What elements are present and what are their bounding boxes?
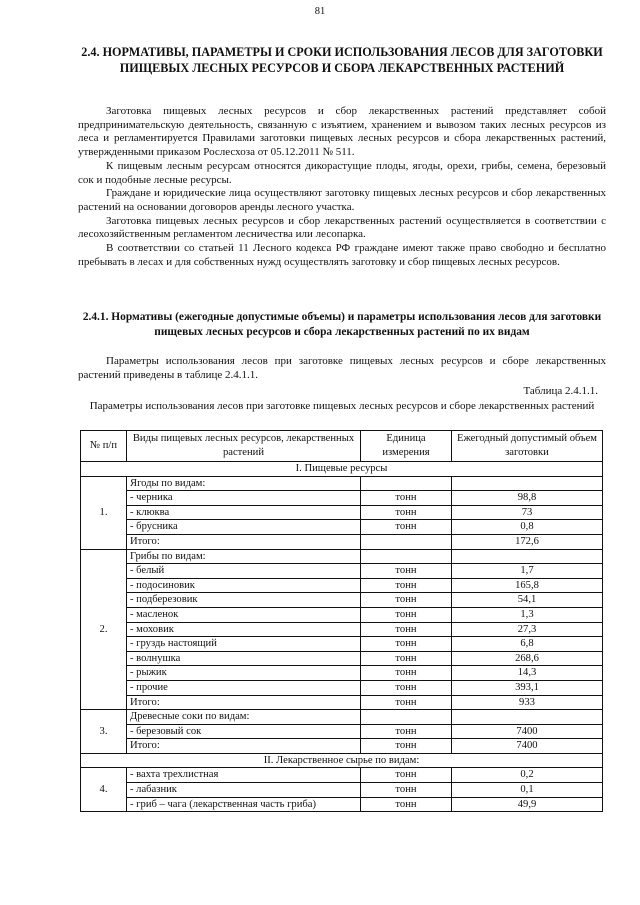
table-row bbox=[81, 607, 603, 622]
item-value: 54,1 bbox=[452, 593, 603, 608]
item-value: 165,8 bbox=[452, 578, 603, 593]
item-name: - белый bbox=[127, 564, 361, 579]
item-name: - волнушка bbox=[127, 651, 361, 666]
header-name: Виды пищевых лесных ресурсов, лекарственных растений bbox=[127, 431, 361, 462]
table-row bbox=[81, 710, 603, 725]
table-row bbox=[81, 666, 603, 681]
section-title: II. Лекарственное сырье по видам: bbox=[81, 753, 603, 768]
header-num: № п/п bbox=[81, 431, 127, 462]
section-heading: 2.4. НОРМАТИВЫ, ПАРАМЕТРЫ И СРОКИ ИСПОЛЬЗОВАНИЯ ЛЕСОВ ДЛЯ ЗАГОТОВКИ ПИЩЕВЫХ ЛЕСНЫХ РЕСУРСОВ И СБОРА ЛЕКАРСТВЕННЫХ РАСТЕНИЙ bbox=[81, 45, 603, 76]
header-volume: Ежегодный допустимый объем заготовки bbox=[452, 431, 603, 462]
item-unit: тонн bbox=[361, 520, 452, 535]
paragraph: Заготовка пищевых лесных ресурсов и сбор лекарственных растений представляет собой предпринимательскую деятельность, связанную с изъятием, хранением и вывозом таких лесных ресурсов из леса и регламентируется Правилами заготовки пищевых лесных ресурсов и сбора лекарственных растений, утвержденными приказом Рослесхоза от 05.12.2011 № 511. bbox=[78, 105, 606, 159]
table-header-row bbox=[81, 431, 603, 462]
item-unit: тонн bbox=[361, 491, 452, 506]
table-row bbox=[81, 549, 603, 564]
item-value: 933 bbox=[452, 695, 603, 710]
section-row bbox=[81, 753, 603, 768]
item-name: - подосиновик bbox=[127, 578, 361, 593]
table-row bbox=[81, 622, 603, 637]
item-value: 49,9 bbox=[452, 797, 603, 812]
paragraph: Граждане и юридические лица осуществляют заготовку пищевых лесных ресурсов и сбор лекарственных растений на основании договоров аренды лесного участка. bbox=[78, 187, 606, 213]
item-name: - подберезовик bbox=[127, 593, 361, 608]
item-unit: тонн bbox=[361, 622, 452, 637]
item-value: 73 bbox=[452, 505, 603, 520]
paragraph: К пищевым лесным ресурсам относятся дикорастущие плоды, ягоды, орехи, грибы, семена, березовый сок и подобные лесные ресурсы. bbox=[78, 159, 606, 186]
table-row bbox=[81, 724, 603, 739]
table-row bbox=[81, 637, 603, 652]
table-row bbox=[81, 520, 603, 535]
item-name: - гриб – чага (лекарственная часть гриба) bbox=[127, 797, 361, 812]
item-name: Итого: bbox=[127, 739, 361, 754]
item-name: - моховик bbox=[127, 622, 361, 637]
group-title: Древесные соки по видам: bbox=[127, 710, 361, 725]
item-value: 393,1 bbox=[452, 680, 603, 695]
item-unit: тонн bbox=[361, 578, 452, 593]
item-name: - березовый сок bbox=[127, 724, 361, 739]
section-row bbox=[81, 462, 603, 477]
table-row bbox=[81, 505, 603, 520]
subsection-heading: 2.4.1. Нормативы (ежегодные допустимые объемы) и параметры использования лесов для заготовки пищевых лесных ресурсов и сбора лекарственных растений по их видам bbox=[82, 311, 602, 338]
item-unit: тонн bbox=[361, 637, 452, 652]
table-row bbox=[81, 680, 603, 695]
item-unit: тонн bbox=[361, 651, 452, 666]
row-number: 1. bbox=[81, 476, 127, 549]
resources-table bbox=[80, 430, 603, 812]
item-unit: тонн bbox=[361, 593, 452, 608]
item-name: Итого: bbox=[127, 695, 361, 710]
table-row bbox=[81, 768, 603, 783]
table-number: Таблица 2.4.1.1. bbox=[523, 385, 598, 397]
table-row bbox=[81, 797, 603, 812]
row-number: 2. bbox=[81, 549, 127, 710]
item-unit bbox=[361, 534, 452, 549]
intro-text bbox=[78, 355, 606, 382]
item-unit: тонн bbox=[361, 739, 452, 754]
item-name: - вахта трехлистная bbox=[127, 768, 361, 783]
row-number: 4. bbox=[81, 768, 127, 812]
table-row bbox=[81, 695, 603, 710]
item-name: - рыжик bbox=[127, 666, 361, 681]
group-title: Грибы по видам: bbox=[127, 549, 361, 564]
header-unit: Единица измерения bbox=[361, 431, 452, 462]
item-unit: тонн bbox=[361, 680, 452, 695]
section-title: I. Пищевые ресурсы bbox=[81, 462, 603, 477]
table-row bbox=[81, 534, 603, 549]
row-number: 3. bbox=[81, 710, 127, 754]
item-value: 6,8 bbox=[452, 637, 603, 652]
item-unit: тонн bbox=[361, 666, 452, 681]
table-row bbox=[81, 491, 603, 506]
item-name: - груздь настоящий bbox=[127, 637, 361, 652]
item-unit: тонн bbox=[361, 695, 452, 710]
item-value: 172,6 bbox=[452, 534, 603, 549]
item-name: - черника bbox=[127, 491, 361, 506]
item-value: 1,7 bbox=[452, 564, 603, 579]
item-value: 7400 bbox=[452, 739, 603, 754]
table-row bbox=[81, 476, 603, 491]
table-row bbox=[81, 593, 603, 608]
page-number: 81 bbox=[314, 6, 326, 17]
item-value: 14,3 bbox=[452, 666, 603, 681]
item-value: 7400 bbox=[452, 724, 603, 739]
item-value: 0,1 bbox=[452, 783, 603, 798]
item-value: 1,3 bbox=[452, 607, 603, 622]
table-row bbox=[81, 739, 603, 754]
table-caption: Параметры использования лесов при заготовке пищевых лесных ресурсов и сборе лекарственных растений bbox=[89, 400, 595, 412]
item-name: - лабазник bbox=[127, 783, 361, 798]
table-row bbox=[81, 651, 603, 666]
table-row bbox=[81, 578, 603, 593]
item-name: - масленок bbox=[127, 607, 361, 622]
item-unit: тонн bbox=[361, 768, 452, 783]
item-unit: тонн bbox=[361, 783, 452, 798]
item-name: - прочие bbox=[127, 680, 361, 695]
item-unit: тонн bbox=[361, 724, 452, 739]
item-unit: тонн bbox=[361, 564, 452, 579]
item-value: 0,8 bbox=[452, 520, 603, 535]
item-unit: тонн bbox=[361, 607, 452, 622]
item-value: 98,8 bbox=[452, 491, 603, 506]
item-unit: тонн bbox=[361, 797, 452, 812]
paragraph: Параметры использования лесов при заготовке пищевых лесных ресурсов и сборе лекарственных растений приведены в таблице 2.4.1.1. bbox=[78, 355, 606, 381]
item-name: - брусника bbox=[127, 520, 361, 535]
group-title: Ягоды по видам: bbox=[127, 476, 361, 491]
item-value: 0,2 bbox=[452, 768, 603, 783]
item-value: 27,3 bbox=[452, 622, 603, 637]
item-unit: тонн bbox=[361, 505, 452, 520]
table-row bbox=[81, 783, 603, 798]
paragraph: В соответствии со статьей 11 Лесного кодекса РФ граждане имеют также право свободно и бесплатно пребывать в лесах и для собственных нужд осуществлять заготовку и сбор пищевых лесных ресурсов. bbox=[78, 242, 606, 268]
item-value: 268,6 bbox=[452, 651, 603, 666]
item-name: - клюква bbox=[127, 505, 361, 520]
table-row bbox=[81, 564, 603, 579]
body-text bbox=[78, 105, 606, 269]
paragraph: Заготовка пищевых лесных ресурсов и сбор лекарственных растений осуществляется в соответствии с лесохозяйственным регламентом лесничества или лесопарка. bbox=[78, 214, 606, 241]
item-name: Итого: bbox=[127, 534, 361, 549]
